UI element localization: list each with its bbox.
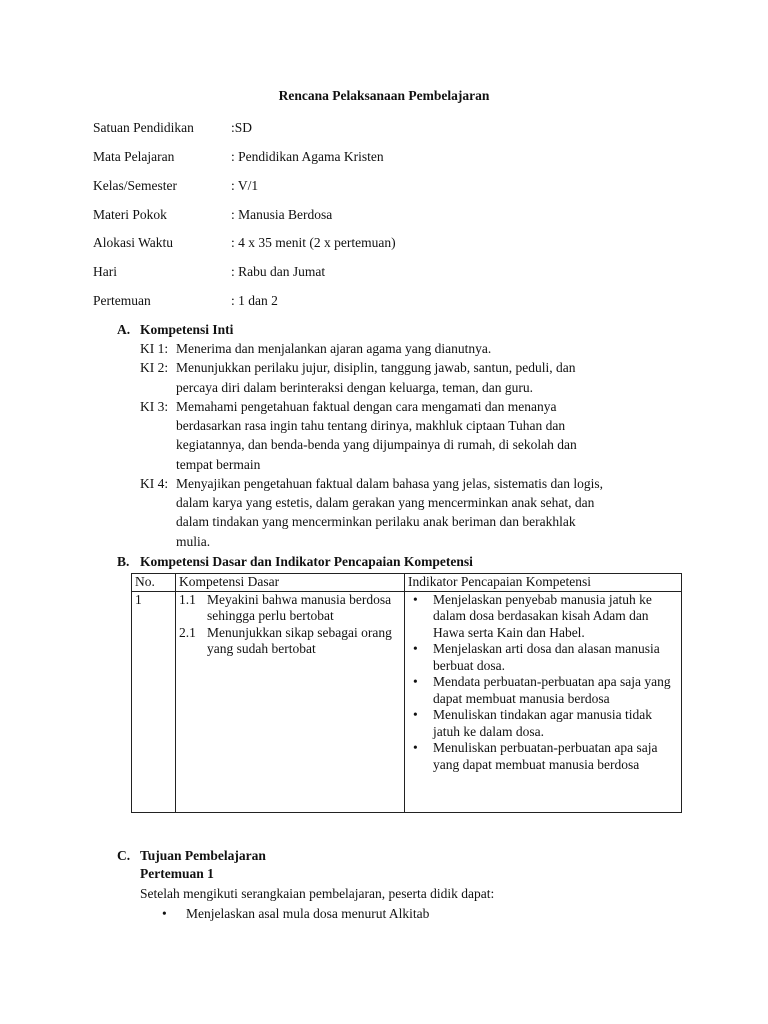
info-value-satuan: :SD (231, 120, 253, 135)
info-value-pertemuan: : 1 dan 2 (231, 293, 278, 308)
kd-number: 1.1 (179, 591, 196, 607)
list-item (408, 674, 678, 707)
kd-item (179, 625, 401, 658)
info-label-satuan: Satuan Pendidikan (93, 120, 194, 135)
col-header-indikator: Indikator Pencapaian Kompetensi (405, 574, 682, 592)
bullet-icon: • (413, 591, 418, 607)
bullet-icon: • (162, 906, 167, 921)
bullet-icon: • (413, 674, 418, 689)
kd-item (179, 592, 401, 625)
cell-kompetensi-dasar (176, 591, 405, 813)
kd-text: Menunjukkan sikap sebagai orang yang sudah bertobat (207, 624, 392, 656)
info-label-kelas: Kelas/Semester (93, 178, 177, 193)
ki-4-number: KI 4: (140, 476, 169, 491)
list-item (408, 641, 678, 674)
indicator-list (408, 592, 678, 774)
ki-4-text: dalam karya yang estetis, dalam gerakan yang mencerminkan anak sehat, dan (176, 495, 595, 510)
section-b-heading: Kompetensi Dasar dan Indikator Pencapaian Kompetensi (140, 554, 473, 569)
col-header-kompetensi-dasar: Kompetensi Dasar (176, 574, 405, 592)
ki-1-number: KI 1: (140, 341, 169, 356)
ki-3-text: kegiatannya, dan benda-benda yang dijumpainya di rumah, di sekolah dan (176, 437, 577, 452)
cell-no: 1 (132, 591, 176, 813)
section-a-letter: A. (117, 322, 131, 337)
ki-2-text: Menunjukkan perilaku jujur, disiplin, tanggung jawab, santun, peduli, dan (176, 360, 576, 375)
list-item (408, 740, 678, 773)
ki-1-text: Menerima dan menjalankan ajaran agama yang dianutnya. (176, 341, 492, 356)
info-label-alokasi: Alokasi Waktu (93, 235, 174, 250)
bullet-icon: • (413, 740, 418, 755)
ki-2-number: KI 2: (140, 360, 169, 375)
indicator-text: Mendata perbuatan-perbuatan apa saja yang dapat membuat manusia berdosa (433, 674, 671, 706)
section-b-letter: B. (117, 554, 130, 569)
info-label-materi: Materi Pokok (93, 207, 167, 222)
kompetensi-table (131, 573, 682, 813)
indicator-text: Menuliskan tindakan agar manusia tidak jatuh ke dalam dosa. (433, 707, 652, 739)
info-value-alokasi: : 4 x 35 menit (2 x pertemuan) (231, 235, 396, 250)
indicator-text: Menuliskan perbuatan-perbuatan apa saja yang dapat membuat manusia berdosa (433, 740, 658, 772)
tujuan-item: Menjelaskan asal mula dosa menurut Alkitab (186, 906, 430, 921)
ki-4-text: dalam tindakan yang mencerminkan perilaku anak beriman dan berakhlak (176, 514, 576, 529)
info-label-pertemuan: Pertemuan (93, 293, 151, 308)
ki-3-number: KI 3: (140, 399, 169, 414)
ki-4-text: Menyajikan pengetahuan faktual dalam bahasa yang jelas, sistematis dan logis, (176, 476, 603, 491)
document-title: Rencana Pelaksanaan Pembelajaran (278, 88, 490, 103)
ki-4-text: mulia. (176, 534, 211, 549)
section-c-intro: Setelah mengikuti serangkaian pembelajaran, peserta didik dapat: (140, 886, 495, 901)
ki-3-text: tempat bermain (176, 457, 261, 472)
section-c-heading: Tujuan Pembelajaran (140, 848, 266, 863)
ki-3-text: berdasarkan rasa ingin tahu tentang dirinya, makhluk ciptaan Tuhan dan (176, 418, 566, 433)
kd-number: 2.1 (179, 624, 196, 640)
info-value-hari: : Rabu dan Jumat (231, 264, 326, 279)
info-value-materi: : Manusia Berdosa (231, 207, 333, 222)
section-c-letter: C. (117, 848, 131, 863)
table-row (132, 591, 682, 813)
kd-text: Meyakini bahwa manusia berdosa sehingga perlu bertobat (207, 591, 392, 623)
cell-indikator (405, 591, 682, 813)
ki-3-text: Memahami pengetahuan faktual dengan cara mengamati dan menanya (176, 399, 557, 414)
indicator-text: Menjelaskan arti dosa dan alasan manusia berbuat dosa. (433, 641, 660, 673)
list-item (408, 707, 678, 740)
info-label-mapel: Mata Pelajaran (93, 149, 175, 164)
ki-2-text: percaya diri dalam berinteraksi dengan keluarga, teman, dan guru. (176, 380, 533, 395)
info-label-hari: Hari (93, 264, 117, 279)
section-c-subheading: Pertemuan 1 (140, 866, 214, 881)
list-item (408, 592, 678, 642)
bullet-icon: • (413, 641, 418, 656)
bullet-icon: • (413, 707, 418, 722)
info-value-kelas: : V/1 (231, 178, 259, 193)
table-header-row (132, 574, 682, 592)
col-header-no: No. (132, 574, 176, 592)
indicator-text: Menjelaskan penyebab manusia jatuh ke dalam dosa berdasakan kisah Adam dan Hawa serta Kain dan Habel. (433, 591, 652, 640)
info-value-mapel: : Pendidikan Agama Kristen (231, 149, 384, 164)
section-a-heading: Kompetensi Inti (140, 322, 234, 337)
